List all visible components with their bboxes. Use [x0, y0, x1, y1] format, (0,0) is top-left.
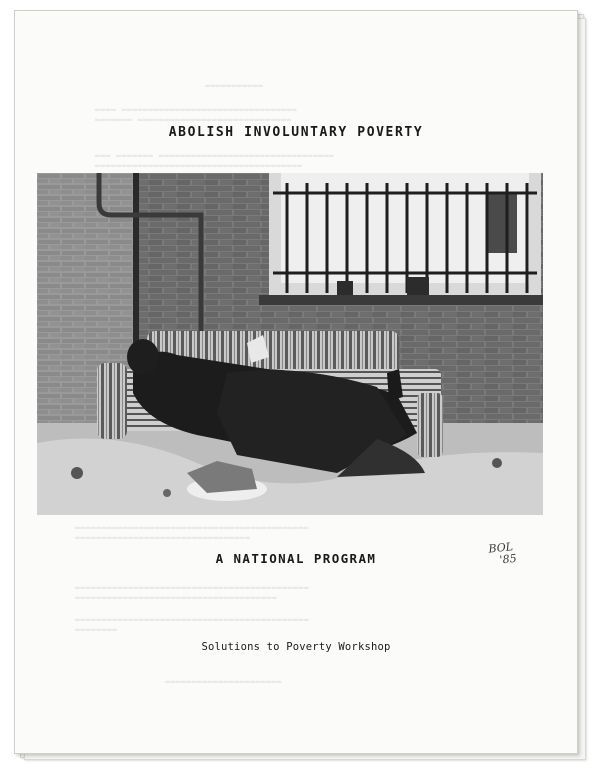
cover-photograph — [37, 173, 543, 515]
publisher-name: Solutions to Poverty Workshop — [201, 641, 391, 653]
bleed-through-texture: ▬▬▬▬▬▬▬▬▬▬▬▬▬▬▬▬▬▬▬▬▬▬ — [165, 677, 282, 686]
bleed-through-texture: ▬▬▬▬▬▬▬▬▬▬▬▬▬▬▬▬▬▬▬▬▬▬▬▬▬▬▬▬▬▬▬▬▬▬▬▬▬▬▬▬▬▬▬▬ — [75, 523, 309, 532]
document-subtitle: A NATIONAL PROGRAM — [215, 551, 377, 566]
pamphlet-cover — [14, 10, 578, 754]
handwritten-note-line-1: BOL — [487, 540, 514, 556]
bleed-through-texture: ▬▬▬▬▬▬▬▬▬▬▬▬▬▬▬▬▬▬▬▬▬▬▬▬▬▬▬▬▬▬▬▬▬▬▬▬▬▬▬▬▬▬▬▬ — [75, 583, 309, 592]
bleed-through-texture: ▬▬▬▬▬▬▬▬▬▬▬▬▬▬▬▬▬▬▬▬▬▬▬▬▬▬▬▬▬▬▬▬▬▬▬▬▬▬ — [75, 593, 278, 602]
bleed-through-texture: ▬▬▬▬ ▬▬▬▬▬▬▬▬▬▬▬▬▬▬▬▬▬▬▬▬▬▬▬▬▬▬▬▬▬▬▬▬▬ — [95, 105, 298, 114]
bleed-through-texture: ▬▬▬▬▬▬▬▬ — [75, 625, 118, 634]
photograph-image — [37, 173, 543, 515]
document-title: ABOLISH INVOLUNTARY POVERTY — [168, 125, 424, 140]
bleed-through-texture: ▬▬▬▬▬▬▬▬▬▬▬▬▬▬▬▬▬▬▬▬▬▬▬▬▬▬▬▬▬▬▬▬▬▬▬▬▬▬▬▬▬▬▬▬ — [75, 615, 309, 624]
bleed-through-texture: ▬▬▬▬▬▬▬ ▬▬▬▬▬▬▬▬▬▬▬▬▬▬▬▬▬▬▬▬▬▬▬▬▬▬▬▬▬ — [95, 115, 292, 124]
bleed-through-texture: ▬▬▬▬▬▬▬▬▬▬▬▬▬▬▬▬▬▬▬▬▬▬▬▬▬▬▬▬▬▬▬▬▬ — [75, 533, 251, 542]
bleed-through-texture: ▬▬▬▬▬▬▬▬▬▬▬ — [205, 81, 264, 90]
bleed-through-texture: ▬▬▬ ▬▬▬▬▬▬▬ ▬▬▬▬▬▬▬▬▬▬▬▬▬▬▬▬▬▬▬▬▬▬▬▬▬▬▬▬▬▬▬▬▬ — [95, 151, 335, 160]
handwritten-note-line-2: '85 — [498, 551, 518, 567]
bleed-through-texture: ▬▬▬▬▬▬▬▬▬▬▬▬▬▬▬▬▬▬▬▬▬▬▬▬▬▬▬▬▬▬▬▬▬▬▬▬▬▬▬ — [95, 161, 303, 170]
